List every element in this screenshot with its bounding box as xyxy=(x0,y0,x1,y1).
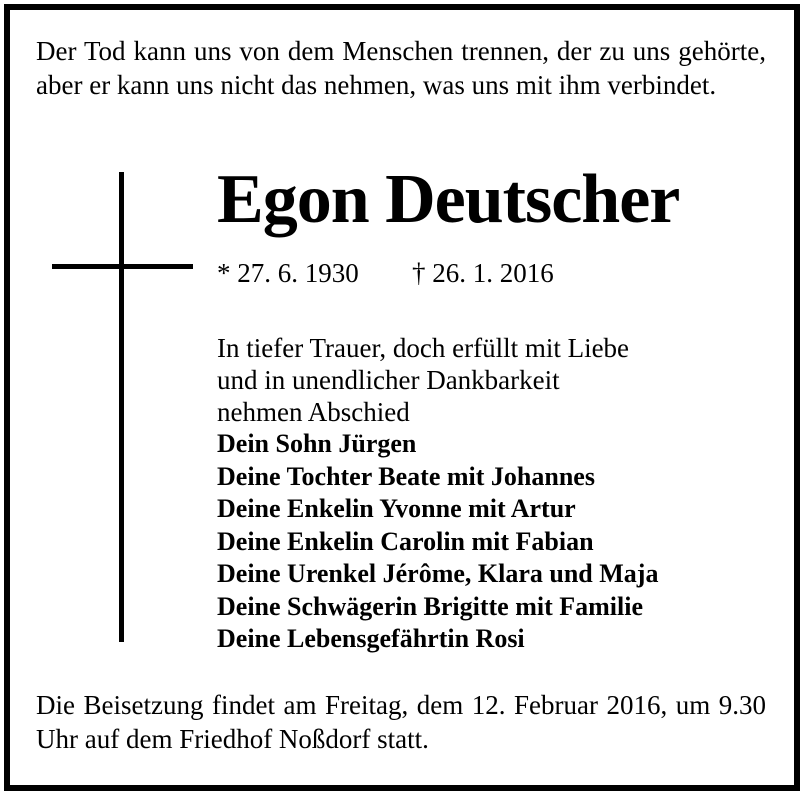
mourning-line: und in unendlicher Dankbarkeit xyxy=(217,365,560,395)
death-date: † 26. 1. 2016 xyxy=(412,258,554,288)
mourning-line: In tiefer Trauer, doch erfüllt mit Liebe xyxy=(217,333,630,363)
funeral-notice: Die Beisetzung findet am Freitag, dem 12. Februar 2016, um 9.30 Uhr auf dem Friedhof Noßdorf statt. xyxy=(36,690,766,754)
cross-icon xyxy=(119,172,124,642)
family-member: Deine Urenkel Jérôme, Klara und Maja xyxy=(217,559,659,588)
family-member: Deine Enkelin Yvonne mit Artur xyxy=(217,494,576,523)
family-member: Dein Sohn Jürgen xyxy=(217,429,417,458)
mourning-line: nehmen Abschied xyxy=(217,397,410,427)
family-member: Deine Schwägerin Brigitte mit Familie xyxy=(217,591,644,621)
birth-date: * 27. 6. 1930 xyxy=(217,258,359,288)
family-member: Deine Lebensgefährtin Rosi xyxy=(217,624,525,653)
deceased-name: Egon Deutscher xyxy=(217,161,680,238)
cross-icon-crossbar xyxy=(52,264,193,269)
family-member: Deine Tochter Beate mit Johannes xyxy=(217,461,595,491)
memorial-quote: Der Tod kann uns von dem Menschen trennen, der zu uns gehörte, aber er kann uns nicht das nehmen, was uns mit ihm verbindet. xyxy=(36,36,766,100)
family-member: Deine Enkelin Carolin mit Fabian xyxy=(217,526,594,556)
life-dates xyxy=(217,256,554,290)
family-list xyxy=(217,428,658,656)
mourning-text xyxy=(217,332,629,428)
